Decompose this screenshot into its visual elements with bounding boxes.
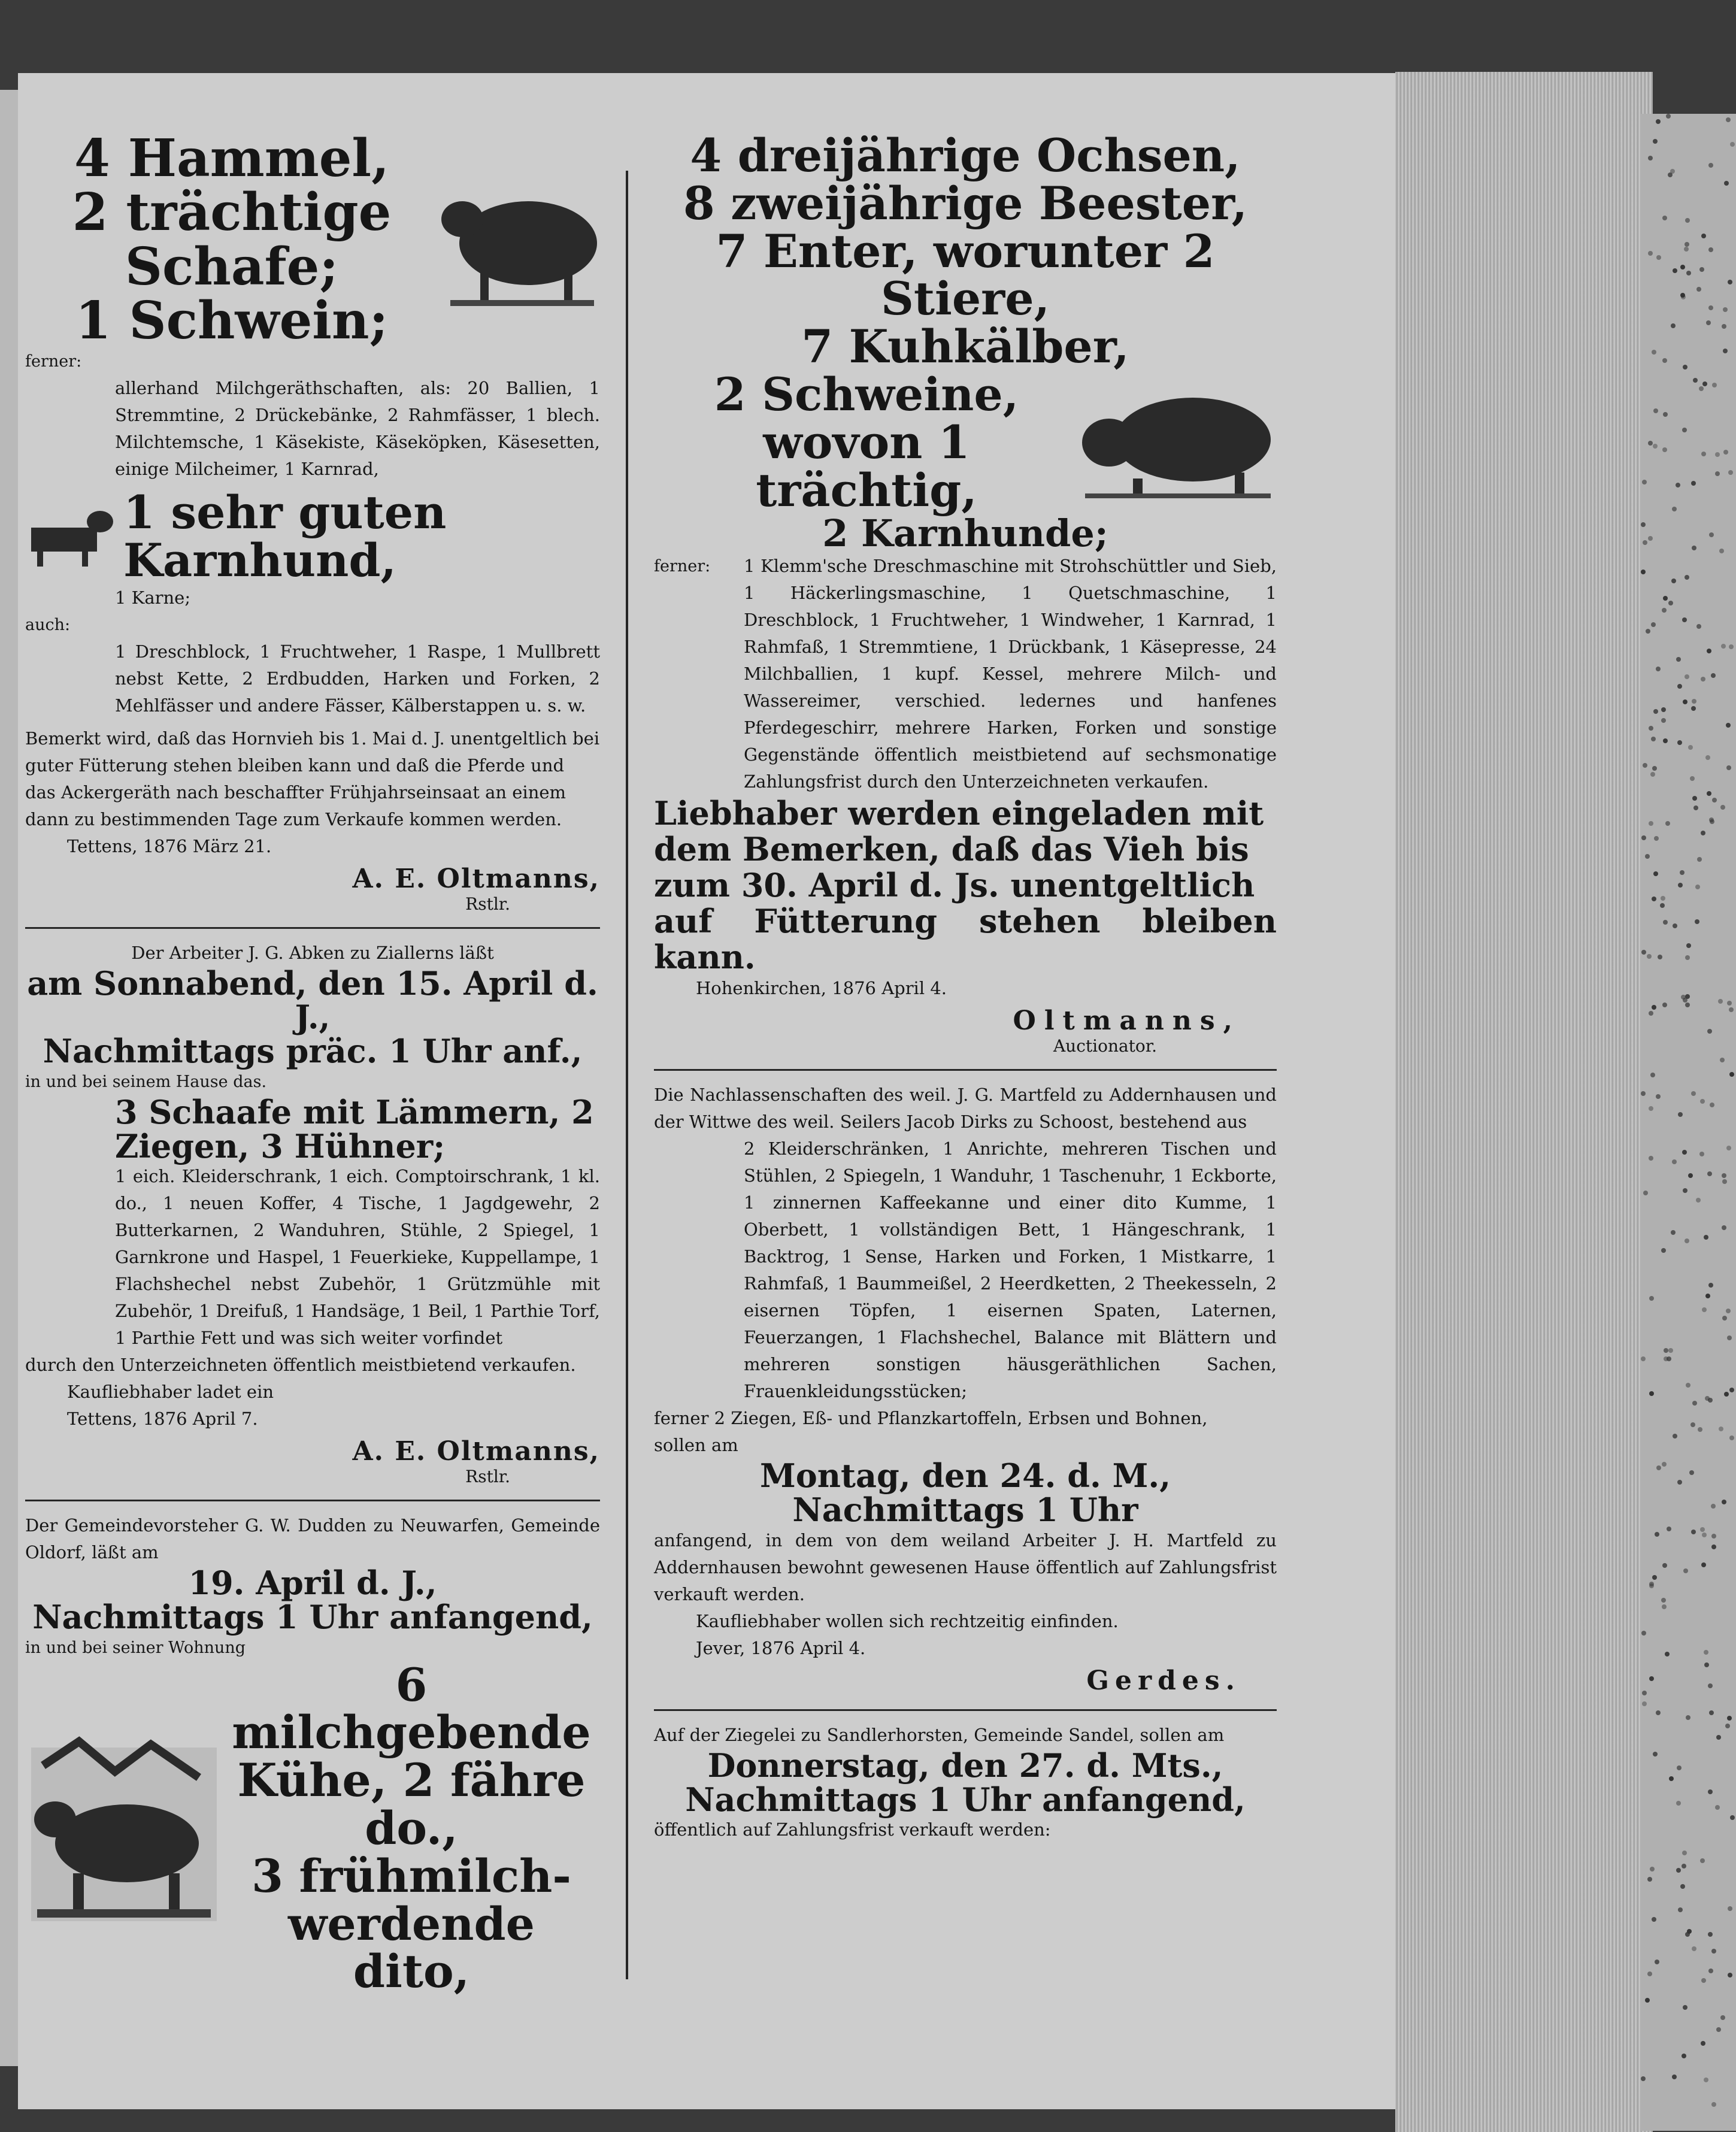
ferner-items: 1 Klemm'sche Dreschmaschine mit Strohschüttler und Sieb, 1 Häckerlingsmaschine, 1 Quetschmaschine, 1 Dreschblock, 1 Fruchtweher, 1 Windweher, 1 Karnrad, 1 Rahmfaß, 1 Stremmtiene, 1 Drückbank, 1 Käsepresse, 24 Milchballien, 1 kupf. Kessel, mehrere Milch- und Wassereimer, verschied. ledernes und hanfenes Pferdegeschirr, mehrere Harken, Forken und sonstige Gegenstände öffentlich meistbietend auf sechsmonatige Zahlungsfrist durch den Unterzeichneten verkaufen. [744, 556, 1277, 792]
dogs-line: 2 Karnhunde; [822, 511, 1108, 556]
ad-sheep-sale [25, 128, 600, 914]
invite-line: dem Bemerken, daß das Vieh bis [654, 830, 1249, 869]
ad-intro: Auf der Ziegelei zu Sandlerhorsten, Gemeinde Sandel, sollen am [654, 1724, 1225, 1745]
closing-text: durch den Unterzeichneten öffentlich meistbietend verkaufen. [25, 1355, 576, 1376]
right-column [654, 129, 1277, 1843]
signature: Gerdes. [1086, 1665, 1241, 1696]
pigs-line: 2 Schweine, [714, 367, 1019, 421]
book-cover-edge [1641, 114, 1736, 2131]
time-line: Nachmittags 1 Uhr anfangend, [32, 1597, 593, 1636]
ad-ziegelei-sale [654, 1722, 1277, 1843]
invite-line: zum 30. April d. Js. unentgeltlich [654, 866, 1255, 905]
signature-title: Auctionator. [1053, 1036, 1157, 1056]
signature: Oltmanns, [1013, 1006, 1241, 1037]
ad-martfeld-estate [654, 1082, 1277, 1695]
date-line: Montag, den 24. d. M., [760, 1456, 1171, 1495]
place-date: Hohenkirchen, 1876 April 4. [696, 978, 947, 999]
ferner-label: ferner: [25, 352, 82, 371]
items-list: 2 Kleiderschränken, 1 Anrichte, mehreren Tischen und Stühlen, 2 Spiegeln, 1 Wanduhr, 1 Taschenuhr, 1 Eckborte, 1 zinnernen Kaffeekanne und einer dito Kumme, 1 Oberbett, 1 vollständigen Bett, 1 Hängeschrank, 1 Backtrog, 1 Sense, Harken und Forken, 1 Mistkarre, 1 Rahmfaß, 1 Baummeißel, 2 Heerdketten, 2 Theekesseln, 2 eisernen Töpfen, 1 eisernen Spaten, Laternen, Feuerzangen, 1 Flachshechel, Balance mit Blättern und mehreren sonstigen häusgeräthlichen Sachen, Frauenkleidungsstücken; [744, 1138, 1277, 1402]
date-line: Donnerstag, den 27. d. Mts., [707, 1746, 1223, 1785]
closing-text: öffentlich auf Zahlungsfrist verkauft werden: [654, 1819, 1051, 1840]
ad-title-line: 1 Schwein; [75, 290, 389, 351]
date-line: 19. April d. J., [188, 1564, 437, 1603]
signature-title: Rstlr. [465, 1467, 510, 1487]
cows-line: 3 frühmilch- [252, 1849, 571, 1903]
karne-line: 1 Karne; [115, 587, 191, 608]
animals-line: 3 Schaafe mit Lämmern, 2 [115, 1092, 594, 1131]
ad-separator [654, 1709, 1277, 1711]
dog-illustration [25, 504, 115, 570]
buyers-invite: Kaufliebhaber ladet ein [67, 1382, 274, 1403]
dog-line: 1 sehr guten Karnhund, [123, 486, 447, 587]
ad-dudden-sale [25, 1512, 600, 1998]
cow-illustration [25, 1730, 223, 1927]
pig-illustration [1079, 383, 1277, 502]
ad-title-line: 7 Kuhkälber, [801, 320, 1129, 374]
place-date: Tettens, 1876 April 7. [67, 1409, 258, 1430]
signature-title: Rstlr. [465, 894, 510, 914]
ad-separator [25, 1500, 600, 1501]
previous-page-edge [0, 90, 18, 2066]
animals-line: Ziegen, 3 Hühner; [115, 1126, 446, 1165]
ad-abken-sale [25, 940, 600, 1486]
cows-line: Kühe, 2 fähre do., [237, 1754, 586, 1855]
ad-title-line: 2 trächtige Schafe; [72, 182, 392, 297]
ad-separator [25, 927, 600, 929]
book-page-stack [1395, 72, 1653, 2132]
notice-text: Bemerkt wird, daß das Hornvieh bis 1. Mai d. J. unentgeltlich bei guter Fütterung stehen bleiben kann und daß die Pferde und das Ackergeräth nach beschaffter Frühjahrseinsaat an einem dann zu bestimmenden Tage zum Verkaufe kommen werden. [25, 728, 600, 829]
ad-title-line: 7 Enter, worunter 2 Stiere, [716, 224, 1215, 326]
auch-label: auch: [25, 615, 71, 634]
cows-line: werdende dito, [287, 1897, 535, 1998]
ad-hohenkirchen-sale [654, 129, 1277, 1056]
place-date: Tettens, 1876 März 21. [67, 835, 272, 856]
date-line: am Sonnabend, den 15. April d. J., [27, 964, 598, 1037]
sollen-line: sollen am [654, 1435, 738, 1456]
ad-separator [654, 1069, 1277, 1071]
auch-items: 1 Dreschblock, 1 Fruchtweher, 1 Raspe, 1 Mullbrett nebst Kette, 2 Erdbudden, Harken und Forken, 2 Mehlfässer und andere Fässer, Kälberstappen u. s. w. [115, 641, 600, 716]
ad-title-line: 4 Hammel, [74, 128, 390, 189]
sheep-illustration [438, 171, 600, 309]
pigs-line: wovon 1 trächtig, [756, 415, 977, 517]
time-line: Nachmittags 1 Uhr anfangend, [685, 1780, 1246, 1819]
signature: A. E. Oltmanns, [352, 863, 600, 894]
ad-title-line: 8 zweijährige Beester, [683, 176, 1248, 230]
left-column [25, 128, 600, 1998]
ferner-items: allerhand Milchgeräthschaften, als: 20 Ballien, 1 Stremmtine, 2 Drückebänke, 2 Rahmfässer, 1 blech. Milchtemsche, 1 Käsekiste, Käseköpken, Käsesetten, einige Milcheimer, 1 Karnrad, [115, 378, 600, 480]
place-date: Jever, 1876 April 4. [696, 1637, 866, 1658]
column-divider [626, 171, 628, 1979]
details-text: anfangend, in dem von dem weiland Arbeiter J. H. Martfeld zu Addernhausen bewohnt gewesenen Hause öffentlich auf Zahlungsfrist verkauft werden. [654, 1530, 1277, 1604]
signature: A. E. Oltmanns, [352, 1436, 600, 1467]
time-line: Nachmittags präc. 1 Uhr anf., [43, 1032, 583, 1071]
ad-intro: Der Gemeindevorsteher G. W. Dudden zu Neuwarfen, Gemeinde Oldorf, läßt am [25, 1515, 600, 1563]
invite-line: Liebhaber werden eingeladen mit [654, 794, 1264, 833]
cows-line: 6 milchgebende [232, 1658, 591, 1759]
ferner-line: ferner 2 Ziegen, Eß- und Pflanzkartoffeln, Erbsen und Bohnen, [654, 1408, 1208, 1429]
ferner-label: ferner: [654, 557, 711, 576]
items-list: 1 eich. Kleiderschrank, 1 eich. Comptoirschrank, 1 kl. do., 1 neuen Koffer, 4 Tische, 1 Jagdgewehr, 2 Butterkarnen, 2 Wanduhren, Stühle, 2 Spiegel, 1 Garnkrone und Haspel, 1 Feuerkieke, Kuppellampe, 1 Flachshechel nebst Zubehör, 1 Grützmühle mit Zubehör, 1 Dreifuß, 1 Handsäge, 1 Beil, 1 Parthie Torf, 1 Parthie Fett und was sich weiter vorfindet [115, 1166, 600, 1349]
buyers-invite: Kaufliebhaber wollen sich rechtzeitig einfinden. [696, 1610, 1119, 1631]
location-line: in und bei seinem Hause das. [25, 1072, 267, 1091]
ad-title-line: 4 dreijährige Ochsen, [690, 129, 1241, 182]
ad-intro: Die Nachlassenschaften des weil. J. G. Martfeld zu Addernhausen und der Wittwe des weil. Seilers Jacob Dirks zu Schoost, bestehend aus [654, 1085, 1277, 1132]
location-line: in und bei seiner Wohnung [25, 1638, 246, 1657]
invite-line: auf Fütterung stehen bleiben kann. [654, 902, 1277, 977]
ad-intro: Der Arbeiter J. G. Abken zu Ziallerns läßt [131, 942, 494, 963]
time-line: Nachmittags 1 Uhr [792, 1491, 1138, 1530]
